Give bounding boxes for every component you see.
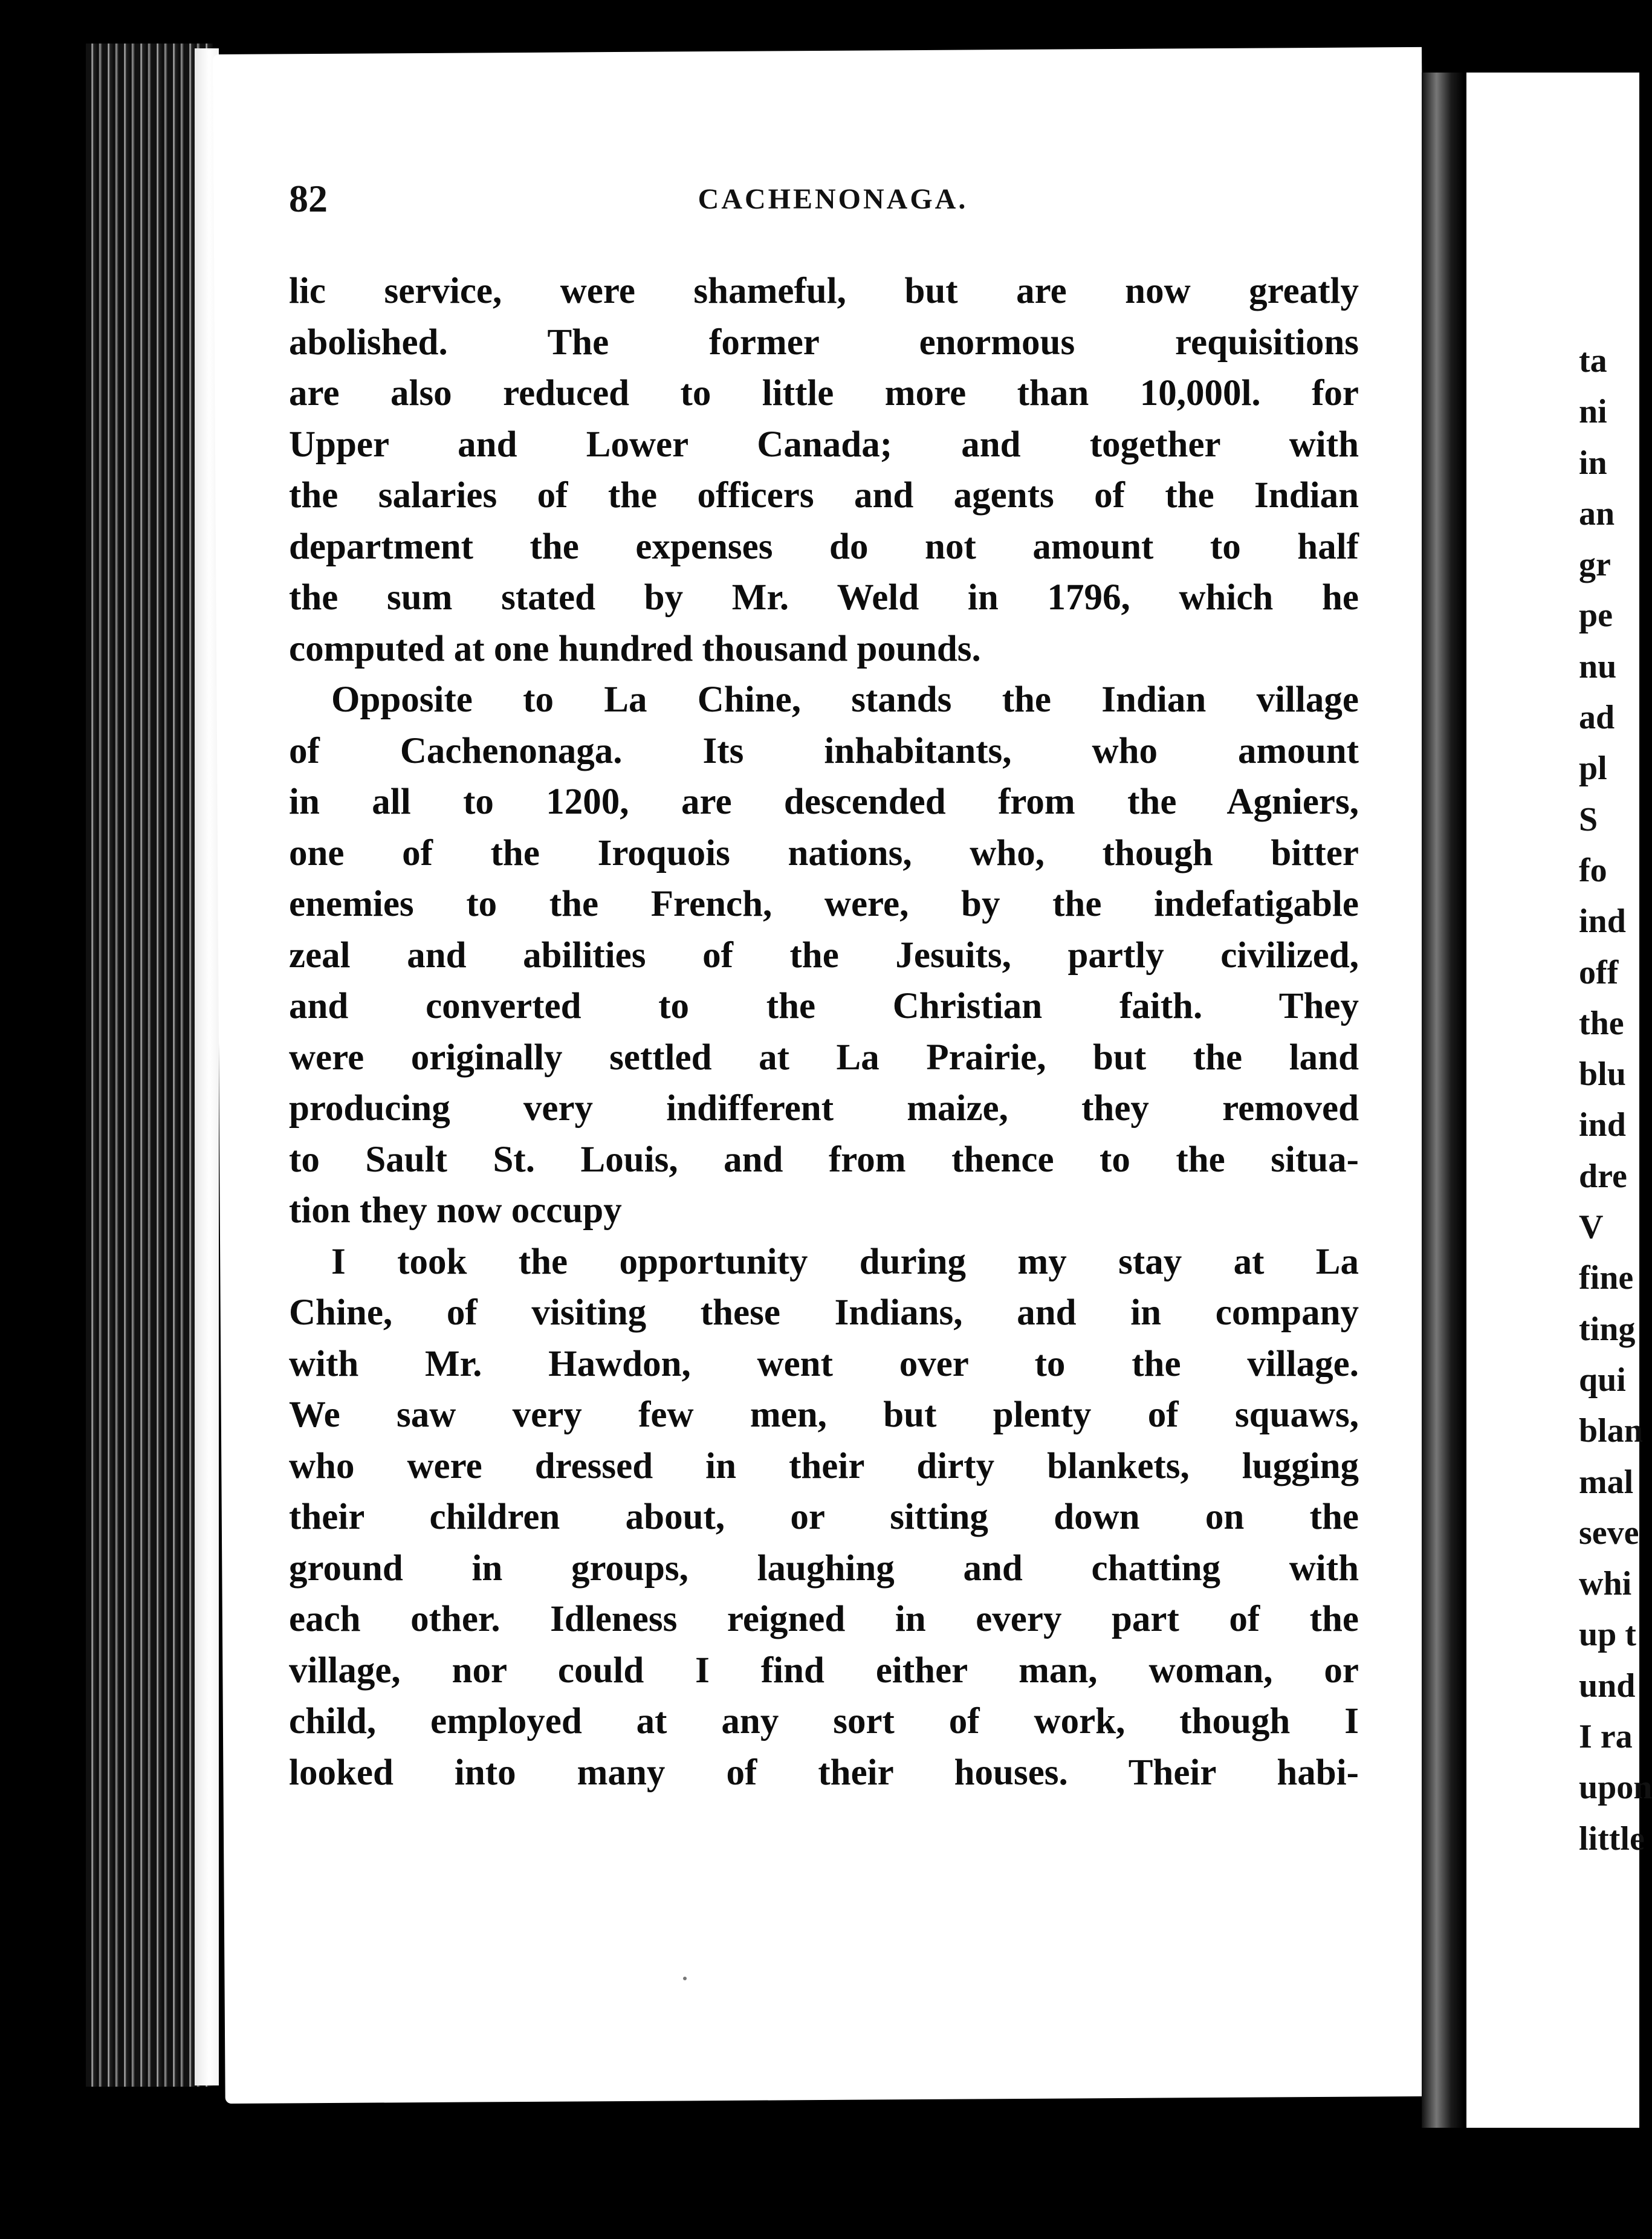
ink-speck: [683, 1977, 687, 1980]
text-line: department the expenses do not amount to half: [289, 526, 1359, 567]
text-line: enemies to the French, were, by the indefatigable: [289, 884, 1359, 924]
text-line: We saw very few men, but plenty of squaws,: [289, 1395, 1359, 1435]
text-line: their children about, or sitting down on the: [289, 1497, 1359, 1537]
text-line: zeal and abilities of the Jesuits, partly civilized,: [289, 935, 1359, 976]
text-line: I took the opportunity during my stay at La: [331, 1241, 1359, 1282]
fragment-line: mal: [1579, 1463, 1634, 1501]
book-spine: [86, 44, 213, 2087]
text-line: looked into many of their houses. Their habi-: [289, 1752, 1359, 1793]
text-line: of Cachenonaga. Its inhabitants, who amount: [289, 730, 1359, 771]
text-line: ground in groups, laughing and chatting with: [289, 1547, 1359, 1589]
text-line: child, employed at any sort of work, though I: [289, 1701, 1359, 1742]
text-line: each other. Idleness reigned in every part of the: [289, 1599, 1359, 1639]
fragment-line: blan: [1579, 1412, 1643, 1450]
text-line: abolished. The former enormous requisitions: [289, 322, 1359, 363]
fragment-line: upon: [1579, 1769, 1652, 1807]
text-line: village, nor could I find either man, woman, or: [289, 1650, 1359, 1691]
text-line: were originally settled at La Prairie, but the land: [289, 1037, 1359, 1078]
text-line: Opposite to La Chine, stands the Indian village: [331, 679, 1359, 720]
text-line: one of the Iroquois nations, who, though bitter: [289, 832, 1359, 873]
text-line: and converted to the Christian faith. They: [289, 986, 1359, 1026]
text-line: with Mr. Hawdon, went over to the village.: [289, 1343, 1359, 1384]
text-line: the sum stated by Mr. Weld in 1796, which he: [289, 577, 1359, 618]
fragment-line: ind: [1579, 902, 1626, 941]
text-line: the salaries of the officers and agents of the Indian: [289, 475, 1359, 516]
fragment-line: ind: [1579, 1106, 1626, 1144]
text-line: Upper and Lower Canada; and together with: [289, 424, 1359, 465]
fragment-line: S: [1579, 800, 1598, 838]
fragment-line: off: [1579, 953, 1619, 991]
fragment-line: ad: [1579, 699, 1615, 737]
fragment-line: an: [1579, 494, 1615, 533]
fragment-line: qui: [1579, 1361, 1626, 1399]
page-number: 82: [289, 177, 328, 220]
fragment-line: fine: [1579, 1259, 1634, 1297]
text-line: tion they now occupy: [289, 1190, 622, 1231]
fragment-line: I ra: [1579, 1718, 1633, 1756]
fragment-line: little: [1579, 1819, 1645, 1858]
fragment-line: fo: [1579, 851, 1607, 889]
text-line: lic service, were shameful, but are now greatly: [289, 271, 1359, 311]
text-line: are also reduced to little more than 10,000l. for: [289, 373, 1359, 413]
fragment-line: ni: [1579, 393, 1607, 431]
text-line: Chine, of visiting these Indians, and in company: [289, 1292, 1359, 1333]
gutter-shadow: [1422, 73, 1464, 2128]
fragment-line: V: [1579, 1208, 1604, 1246]
fragment-line: pl: [1579, 750, 1607, 788]
fragment-line: nu: [1579, 647, 1617, 685]
running-title: CACHENONAGA.: [698, 183, 968, 215]
fragment-line: blu: [1579, 1055, 1626, 1094]
fragment-line: gr: [1579, 546, 1611, 584]
text-line: who were dressed in their dirty blankets, lugging: [289, 1445, 1359, 1486]
fragment-line: seve: [1579, 1514, 1639, 1552]
fragment-line: the: [1579, 1004, 1624, 1042]
fragment-line: whi: [1579, 1565, 1632, 1603]
fragment-line: dre: [1579, 1157, 1627, 1195]
text-line: to Sault St. Louis, and from thence to the situa-: [289, 1139, 1359, 1180]
fragment-line: up t: [1579, 1616, 1636, 1654]
fragment-line: ting: [1579, 1310, 1636, 1348]
fragment-line: in: [1579, 444, 1607, 482]
right-page-text-fragments: [1579, 335, 1652, 1864]
text-line: producing very indifferent maize, they removed: [289, 1088, 1359, 1129]
text-line: in all to 1200, are descended from the Agniers,: [289, 782, 1359, 822]
text-line: computed at one hundred thousand pounds.: [289, 628, 981, 669]
body-text: [289, 266, 1359, 1798]
running-head: [289, 158, 1353, 231]
fragment-line: und: [1579, 1667, 1636, 1705]
fragment-line: ta: [1579, 342, 1607, 380]
fragment-line: pe: [1579, 597, 1613, 635]
